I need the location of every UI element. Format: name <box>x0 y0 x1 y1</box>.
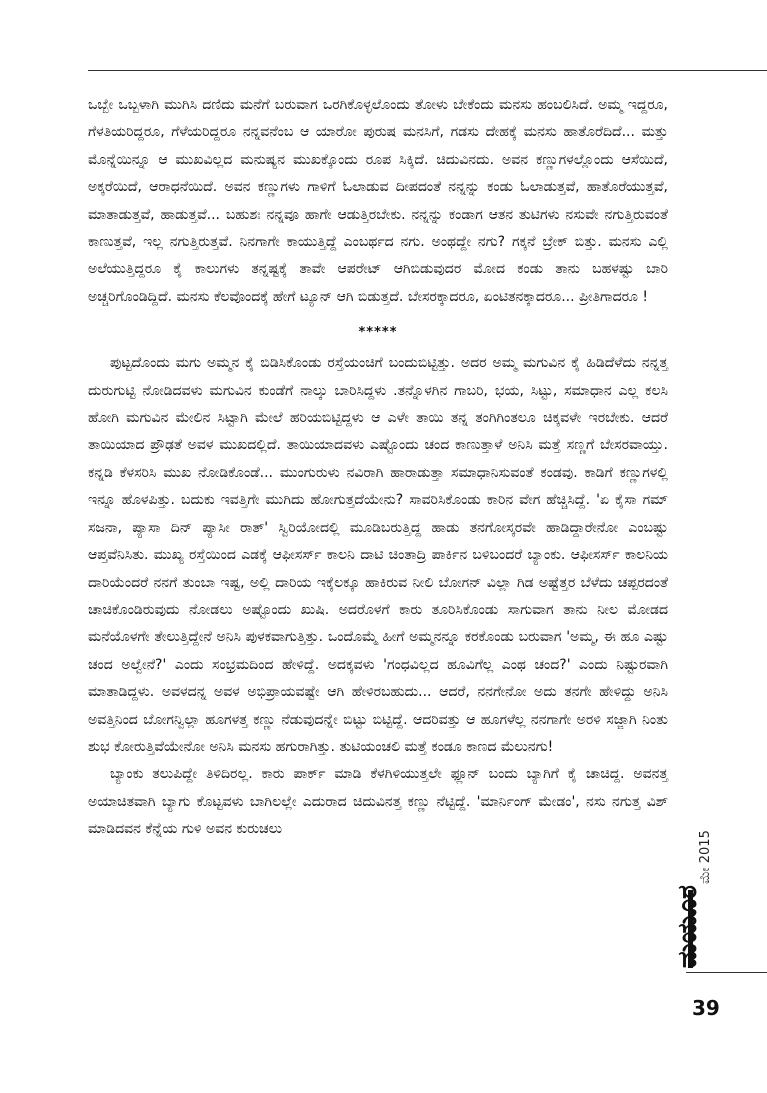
article-paragraph-2: ಪುಟ್ಟದೊಂದು ಮಗು ಅಮ್ಮನ ಕೈ ಬಿಡಿಸಿಕೊಂಡು ರಸ್ತೆಯಂಚಿಗೆ ಬಂದುಬಿಟ್ಟಿತ್ತು. ಅದರ ಅಮ್ಮ ಮಗುವಿನ ಕೈ ಹಿಡಿದೆಳೆದು ನನ್ನತ್ತ ದುರುಗುಟ್ಟಿ ನೋಡಿದವಳು ಮಗುವಿನ ಕುಂಡೆಗೆ ನಾಲ್ಕು ಬಾರಿಸಿದ್ದಳು .ತನ್ನೊಳಗಿನ ಗಾಬರಿ, ಭಯ, ಸಿಟ್ಟು, ಸಮಾಧಾನ ಎಲ್ಲ ಕಲಸಿ ಹೋಗಿ ಮಗುವಿನ ಮೇಲಿನ ಸಿಟ್ಟಾಗಿ ಮೇಲೆ ಹರಿಯಬಿಟ್ಟಿದ್ದಳು ಆ ಎಳೇ ತಾಯಿ ತನ್ನ ತಂಗಿಗಿಂತಲೂ ಚಿಕ್ಕವಳೇ ಇರಬೇಕು. ಆದರೆ ತಾಯಿಯಾದ ಪ್ರೌಢತೆ ಅವಳ ಮುಖದಲ್ಲಿದೆ. ತಾಯಿಯಾದವಳು ಎಷ್ಟೊಂದು ಚಂದ ಕಾಣುತ್ತಾಳೆ ಅನಿಸಿ ಮತ್ತೆ ಸಣ್ಣಗೆ ಬೇಸರವಾಯ್ತು. ಕನ್ನಡಿ ಕೆಳಸರಿಸಿ ಮುಖ ನೋಡಿಕೊಂಡೆ... ಮುಂಗುರುಳು ನವಿರಾಗಿ ಹಾರಾಡುತ್ತಾ ಸಮಾಧಾನಿಸುವಂತೆ ಕಂಡವು. ಕಾಡಿಗೆ ಕಣ್ಣುಗಳಲ್ಲಿ ಇನ್ನೂ ಹೊಳಪಿತ್ತು. ಬದುಕು ಇವತ್ತಿಗೇ ಮುಗಿದು ಹೋಗುತ್ತದೆಯೇನು? ಸಾವರಿಸಿಕೊಂಡು ಕಾರಿನ ವೇಗ ಹೆಚ್ಚಿಸಿದ್ದೆ. 'ಏ ಕೈಸಾ ಗಮ್ ಸಜನಾ, ಪ್ಯಾಸಾ ದಿನ್ ಪ್ಯಾಸೀ ರಾತ್' ಸ್ವಿರಿಯೋದಲ್ಲಿ ಮೂಡಿಬರುತ್ತಿದ್ದ ಹಾಡು ತನಗೋಸ್ಕರವೇ ಹಾಡಿದ್ದಾರೇನೋ ಎಂಬಷ್ಟು ಆಪ್ತವೆನಿಸಿತು. ಮುಖ್ಯ ರಸ್ತೆಯಿಂದ ಎಡಕ್ಕೆ ಆಫೀಸರ್ಸ್ ಕಾಲನಿ ದಾಟಿ ಚಿಂತಾದ್ರಿ ಪಾರ್ಕಿನ ಬಳಿಬಂದರೆ ಬ್ಯಾಂಕು. ಆಫೀಸರ್ಸ್ ಕಾಲನಿಯ ದಾರಿಯೆಂದರೆ ನನಗೆ ತುಂಬಾ ಇಷ್ಟ, ಅಲ್ಲಿ ದಾರಿಯ ಇಕ್ಕೆಲಕ್ಕೂ ಹಾಕಿರುವ ನೀಲಿ ಬೋಗನ್ ವಿಲ್ಲಾ ಗಿಡ ಅಷ್ಟೆತ್ತರ ಬೆಳೆದು ಚಪ್ಪರದಂತೆ ಚಾಚಿಕೊಂಡಿರುವುದು ನೋಡಲು ಅಷ್ಟೊಂದು ಖುಷಿ. ಅದರೊಳಗೆ ಕಾರು ತೂರಿಸಿಕೊಂಡು ಸಾಗುವಾಗ ತಾನು ನೀಲ ಮೋಡದ ಮನೆಯೊಳಗೇ ತೇಲುತ್ತಿದ್ದೇನೆ ಅನಿಸಿ ಪುಳಕವಾಗುತ್ತಿತ್ತು. ಒಂದೊಮ್ಮೆ ಹೀಗೆ ಅಮ್ಮನನ್ನೂ ಕರಕೊಂಡು ಬರುವಾಗ 'ಅಮ್ಮ, ಈ ಹೂ ಎಷ್ಟು ಚಂದ ಅಲ್ವೇನೆ?' ಎಂದು ಸಂಭ್ರಮದಿಂದ ಹೇಳಿದ್ದೆ. ಅದಕ್ಕವಳು 'ಗಂಧವಿಲ್ಲದ ಹೂವಿಗೆಲ್ಲ ಎಂಥ ಚಂದ?' ಎಂದು ನಿಷ್ಟುರವಾಗಿ ಮಾತಾಡಿದ್ದಳು. ಅವಳದನ್ನ ಅವಳ ಅಭಿಪ್ರಾಯವಷ್ಟೇ ಆಗಿ ಹೇಳಿರಬಹುದು... ಆದರೆ, ನನಗೇನೋ ಅದು ತನಗೇ ಹೇಳಿದ್ದು ಅನಿಸಿ ಅವತ್ತಿನಿಂದ ಬೋಗನ್ವಿಲ್ಲಾ ಹೂಗಳತ್ತ ಕಣ್ಣು ನೆಡುವುದನ್ನೇ ಬಿಟ್ಟು ಬಿಟ್ಟಿದ್ದೆ. ಆದರಿವತ್ತು ಆ ಹೂಗಳೆಲ್ಲ ನನಗಾಗೇ ಅರಳಿ ಸಜ್ಜಾಗಿ ನಿಂತು ಶುಭ ಕೋರುತ್ತಿವೆಯೇನೋ ಅನಿಸಿ ಮನಸು ಹಗುರಾಗಿತ್ತು. ತುಟಿಯಂಚಲಿ ಮತ್ತೆ ಕಂಡೂ ಕಾಣದ ಮೆಲುನಗು! <box>88 355 668 755</box>
article-paragraph-3: ಬ್ಯಾಂಕು ತಲುಪಿದ್ದೇ ತಿಳಿದಿರಲ್ಲ. ಕಾರು ಪಾರ್ಕ್ ಮಾಡಿ ಕೆಳಗಿಳಿಯುತ್ತಲೇ ಫ್ಲೂನ್ ಬಂದು ಬ್ಯಾಗಿಗೆ ಕೈ ಚಾಚಿದ್ದ. ಅವನತ್ತ ಅಯಾಚಿತವಾಗಿ ಬ್ಯಾಗು ಕೊಟ್ಟವಳು ಬಾಗಿಲಲ್ಲೇ ಎದುರಾದ ಚಿದುವಿನತ್ತ ಕಣ್ಣು ನೆಟ್ಟಿದ್ದೆ. 'ಮಾರ್ನಿಂಗ್ ಮೇಡಂ', ನಸು ನಗುತ್ತ ವಿಶ್ ಮಾಡಿದವನ ಕೆನ್ನೆಯ ಗುಳಿ ಅವನ ಕುರುಚಲು <box>88 766 668 838</box>
page-number-divider <box>686 972 767 973</box>
magazine-sidebar <box>673 780 728 970</box>
issue-date: ಮೇ 2015 <box>698 830 713 884</box>
top-divider <box>88 70 767 71</box>
article-body <box>88 92 668 844</box>
article-paragraph-1: ಒಬ್ಬೇ ಒಬ್ಬಳಾಗಿ ಮುಗಿಸಿ ದಣಿದು ಮನೆಗೆ ಬರುವಾಗ ಒರಗಿಕೊಳ್ಳಲೊಂದು ತೋಳು ಬೇಕೆಂದು ಮನಸು ಹಂಬಲಿಸಿದೆ. ಅಮ್ಮ ಇದ್ದರೂ, ಗೆಳತಿಯರಿದ್ದರೂ, ಗೆಳೆಯರಿದ್ದರೂ ನನ್ನವನೆಂಬ ಆ ಯಾರೋ ಪುರುಷ ಮನಸಿಗೆ, ಗಡಸು ದೇಹಕ್ಕೆ ಮನಸು ಹಾತೊರೆದಿದೆ... ಮತ್ತು ಮೊನ್ನೆಯಿನ್ನೂ ಆ ಮುಖವಿಲ್ಲದ ಮನುಷ್ಯನ ಮುಖಕ್ಕೊಂದು ರೂಪ ಸಿಕ್ಕಿದೆ. ಚಿದುವಿನದು. ಅವನ ಕಣ್ಣುಗಳಲ್ಲೊಂದು ಆಸೆಯಿದೆ, ಅಕ್ಕರೆಯಿದೆ, ಆರಾಧನೆಯಿದೆ. ಅವನ ಕಣ್ಣುಗಳು ಗಾಳಿಗೆ ಓಲಾಡುವ ದೀಪದಂತೆ ನನ್ನನ್ನು ಕಂಡು ಓಲಾಡುತ್ತವೆ, ಹಾತೊರೆಯುತ್ತವೆ, ಮಾತಾಡುತ್ತವೆ, ಹಾಡುತ್ತವೆ... ಬಹುಶಃ ನನ್ನವೂ ಹಾಗೇ ಆಡುತ್ತಿರಬೇಕು. ನನ್ನನ್ನು ಕಂಡಾಗ ಆತನ ತುಟಿಗಳು ನಸುವೇ ನಗುತ್ತಿರುವಂತೆ ಕಾಣುತ್ತವೆ, ಇಲ್ಲ ನಗುತ್ತಿರುತ್ತವೆ. ನಿನಗಾಗೇ ಕಾಯುತ್ತಿದ್ದೆ ಎಂಬರ್ಥದ ನಗು. ಅಂಥದ್ದೇ ನಗು? ಗಕ್ಕನೆ ಬ್ರೇಕ್ ಬಿತ್ತು. ಮನಸು ಎಲ್ಲಿ ಅಲೆಯುತ್ತಿದ್ದರೂ ಕೈ ಕಾಲುಗಳು ತನ್ನಷ್ಟಕ್ಕೆ ತಾವೇ ಆಪರೇಟ್ ಆಗಿಬಿಡುವುದರ ಮೋದ ಕಂಡು ತಾನು ಬಹಳಷ್ಟು ಬಾರಿ ಅಚ್ಚರಿಗೊಂಡಿದ್ದಿದೆ. ಮನಸು ಕೆಲವೊಂದಕ್ಕೆ ಹೇಗೆ ಟ್ಯೂನ್ ಆಗಿ ಬಿಡುತ್ತದೆ. ಬೇಸರಕ್ಕಾದರೂ, ಏಂಟಿತನಕ್ಕಾದರೂ... ಪ್ರೀತಿಗಾದರೂ ! <box>88 97 668 305</box>
page-number: 39 <box>692 996 720 1020</box>
section-separator: ***** <box>358 325 398 341</box>
magazine-name: ಮಯೂರ <box>673 885 703 968</box>
magazine-logo <box>673 885 725 968</box>
